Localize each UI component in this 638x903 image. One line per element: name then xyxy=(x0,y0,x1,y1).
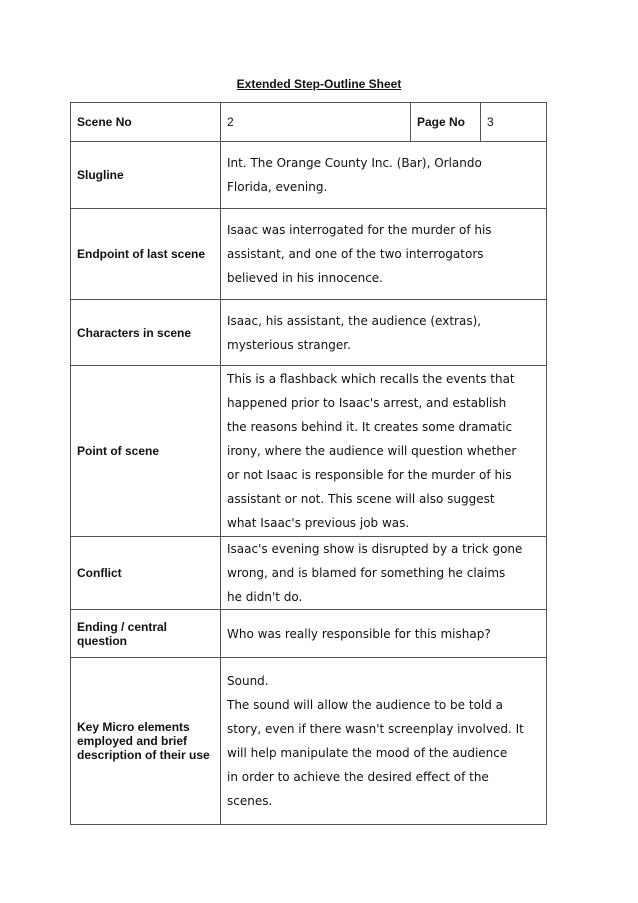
outline-table xyxy=(70,102,547,825)
conflict-label: Conflict xyxy=(71,537,221,610)
page-no-label: Page No xyxy=(411,103,481,142)
micro-elements-label: Key Micro elements employed and brief description of their use xyxy=(71,658,221,825)
endpoint-value: Isaac was interrogated for the murder of his assistant, and one of the two interrogators believed in his innocence. xyxy=(221,209,547,300)
ending-value: Who was really responsible for this mishap? xyxy=(221,610,547,658)
row-micro-elements xyxy=(71,658,547,825)
page-no-value: 3 xyxy=(481,103,547,142)
row-point xyxy=(71,366,547,537)
conflict-value: Isaac's evening show is disrupted by a trick gone wrong, and is blamed for something he claims he didn't do. xyxy=(221,537,547,610)
ending-label: Ending / central question xyxy=(71,610,221,658)
scene-no-value: 2 xyxy=(221,103,411,142)
row-conflict xyxy=(71,537,547,610)
characters-value: Isaac, his assistant, the audience (extras), mysterious stranger. xyxy=(221,300,547,366)
point-label: Point of scene xyxy=(71,366,221,537)
characters-label: Characters in scene xyxy=(71,300,221,366)
row-endpoint xyxy=(71,209,547,300)
micro-elements-value: Sound. The sound will allow the audience to be told a story, even if there wasn't screenplay involved. It will help manipulate the mood of the audience in order to achieve the desired effect of the scenes. xyxy=(221,658,547,825)
slugline-value: Int. The Orange County Inc. (Bar), Orlando Florida, evening. xyxy=(221,142,547,209)
header-row xyxy=(71,103,547,142)
slugline-label: Slugline xyxy=(71,142,221,209)
endpoint-label: Endpoint of last scene xyxy=(71,209,221,300)
point-value: This is a flashback which recalls the events that happened prior to Isaac's arrest, and establish the reasons behind it. It creates some dramatic irony, where the audience will question whether or not Isaac is responsible for the murder of his assistant or not. This scene will also suggest what Isaac's previous job was. xyxy=(221,366,547,537)
row-ending xyxy=(71,610,547,658)
scene-no-label: Scene No xyxy=(71,103,221,142)
row-slugline xyxy=(71,142,547,209)
row-characters xyxy=(71,300,547,366)
sheet-title: Extended Step-Outline Sheet xyxy=(236,77,402,91)
